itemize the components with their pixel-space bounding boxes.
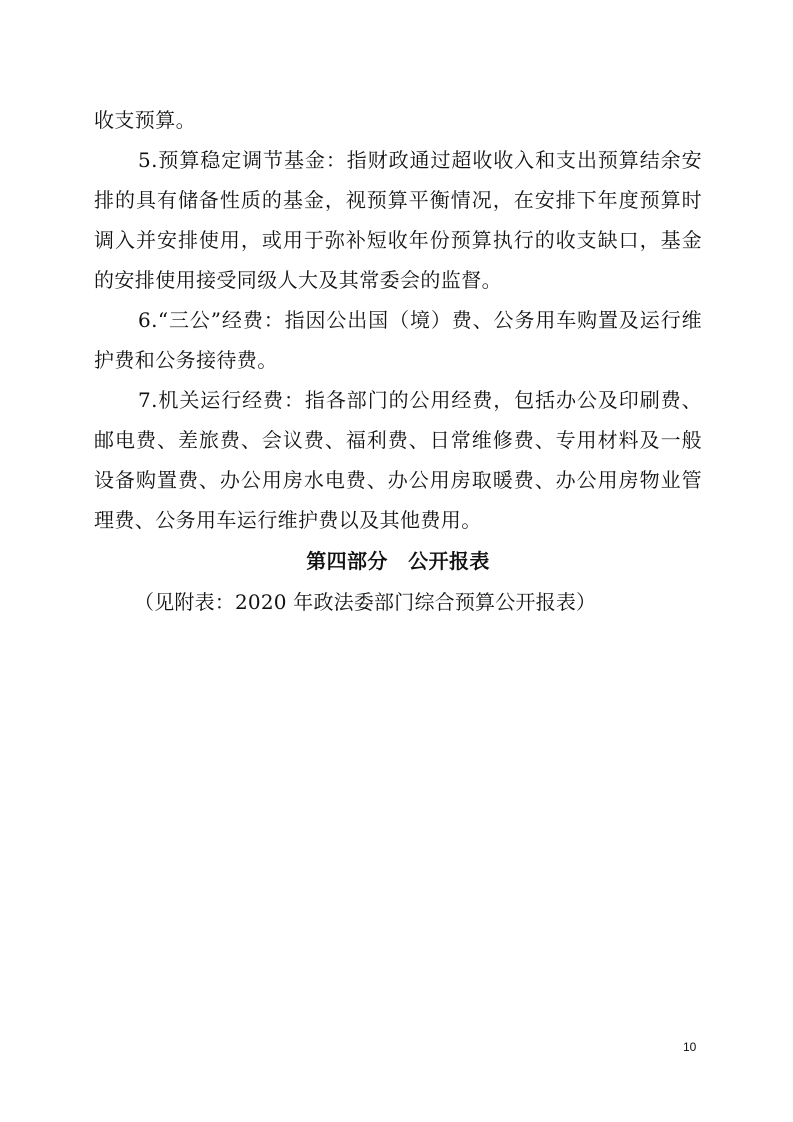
page-number: 10: [683, 1040, 697, 1054]
item-number: 5.: [138, 148, 158, 172]
item-text: 预算稳定调节基金：指财政通过超收收入和支出预算结余安排的具有储备性质的基金，视预算平衡情况，在安排下年度预算时调入并安排使用，或用于弥补短收年份预算执行的收支缺口，基金的安排使用接受同级人大及其常委会的监督。: [94, 148, 702, 292]
definition-item-6: [94, 300, 702, 380]
item-text: 机关运行经费：指各部门的公用经费，包括办公及印刷费、邮电费、差旅费、会议费、福利费、日常维修费、专用材料及一般设备购置费、办公用房水电费、办公用房取暖费、办公用房物业管理费、公务用车运行维护费以及其他费用。: [94, 388, 702, 532]
item-number: 6.: [138, 308, 158, 332]
appendix-note: （见附表：2020 年政法委部门综合预算公开报表）: [134, 590, 597, 614]
definition-item-5: [94, 140, 702, 300]
definition-item-7: [94, 380, 702, 540]
continuation-text: 收支预算。: [94, 108, 196, 132]
section-heading: 第四部分 公开报表: [306, 549, 490, 573]
item-text: “三公”经费：指因公出国（境）费、公务用车购置及运行维护费和公务接待费。: [94, 308, 702, 372]
paragraph-continuation: [94, 100, 702, 140]
item-number: 7.: [138, 388, 158, 412]
